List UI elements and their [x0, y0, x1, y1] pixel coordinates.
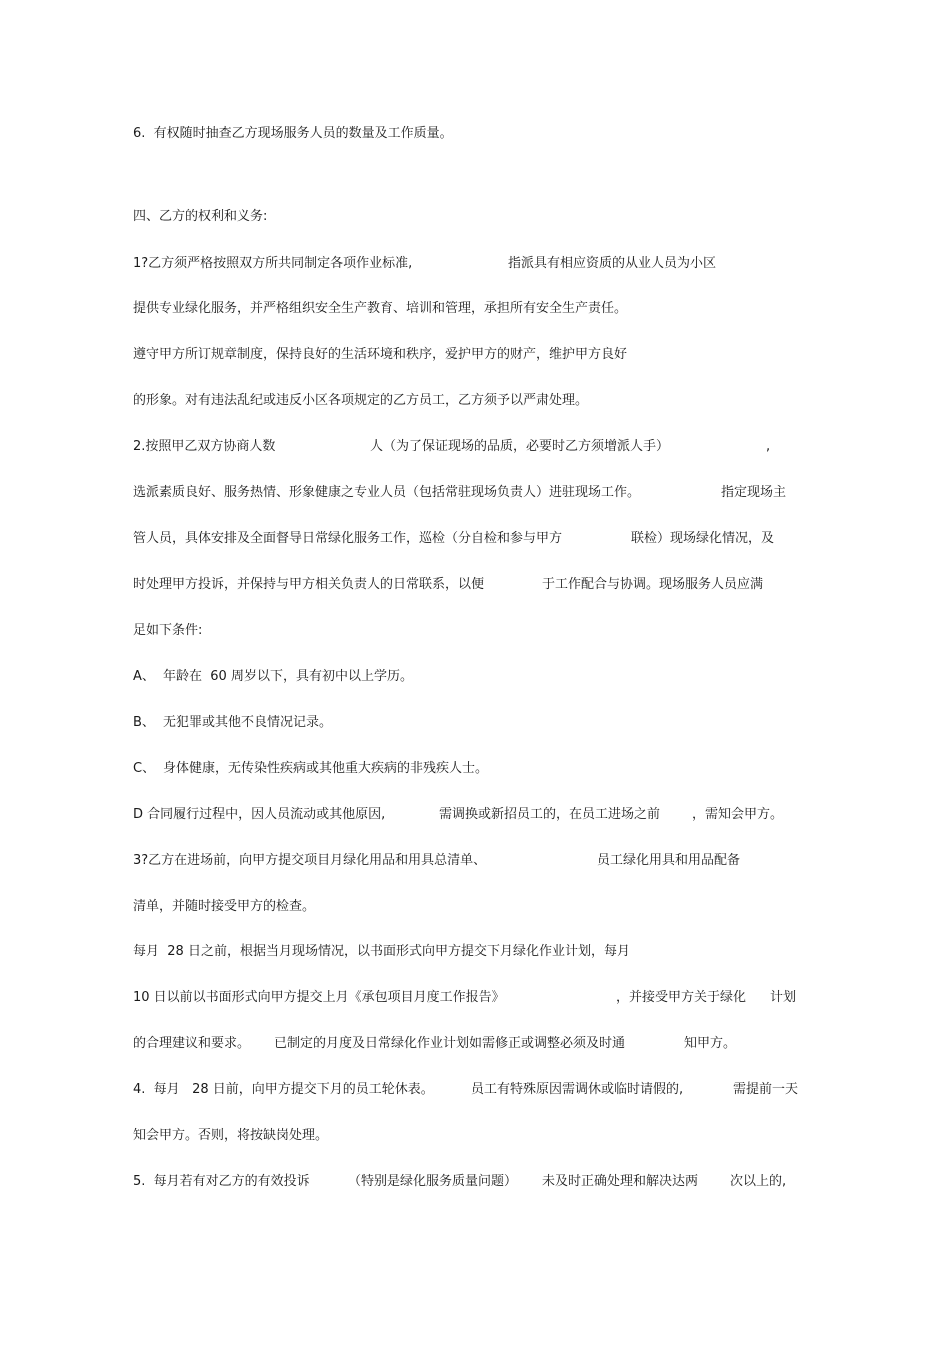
text-segment: 5. 每月若有对乙方的有效投诉: [133, 1174, 310, 1189]
text-segment: 四、乙方的权利和义务:: [133, 209, 268, 224]
text-segment: 联检）现场绿化情况，及: [631, 531, 775, 546]
list-marker: B、: [133, 715, 155, 730]
text-segment: 已制定的月度及日常绿化作业计划如需修正或调整必须及时通: [274, 1036, 626, 1051]
text-segment: 2.按照甲乙双方协商人数: [133, 439, 276, 454]
clause-1-line-4: [133, 392, 589, 410]
text-segment: 清单，并随时接受甲方的检查。: [133, 899, 316, 914]
text-segment: 4. 每月 28 日前，向甲方提交下月的员工轮休表。: [133, 1082, 434, 1097]
clause-3-line-1: [133, 852, 741, 870]
clause-1-line-1: [133, 255, 717, 273]
clause-6-line: [133, 125, 453, 143]
clause-4-line-1: [133, 1081, 799, 1099]
text-segment: 指定现场主: [721, 485, 787, 500]
text-segment: 3?乙方在进场前，向甲方提交项目月绿化用品和用具总清单、: [133, 853, 487, 868]
clause-2-line-1: [133, 438, 771, 456]
clause-2-line-3: [133, 530, 775, 548]
condition-c: [133, 760, 489, 778]
text-segment: 1?乙方须严格按照双方所共同制定各项作业标准,: [133, 256, 413, 271]
text-segment: D 合同履行过程中，因人员流动或其他原因,: [133, 807, 386, 822]
clause-2-line-4: [133, 576, 764, 594]
text-segment: 6. 有权随时抽查乙方现场服务人员的数量及工作质量。: [133, 126, 453, 141]
condition-b: [133, 714, 333, 732]
clause-1-line-3: [133, 346, 628, 364]
text-segment: 的形象。对有违法乱纪或违反小区各项规定的乙方员工，乙方须予以严肃处理。: [133, 393, 589, 408]
text-segment: （特别是绿化服务质量问题）: [348, 1174, 518, 1189]
list-marker: A、: [133, 669, 155, 684]
text-segment: 知甲方。: [684, 1036, 737, 1051]
text-segment: 人（为了保证现场的品质，必要时乙方须增派人手）: [370, 439, 670, 454]
text-segment: 无犯罪或其他不良情况记录。: [163, 715, 333, 730]
text-segment: 需调换或新招员工的，在员工进场之前: [439, 807, 661, 822]
list-marker: C、: [133, 761, 156, 776]
condition-d: [133, 806, 784, 824]
text-segment: 遵守甲方所订规章制度，保持良好的生活环境和秩序，爱护甲方的财产，维护甲方良好: [133, 347, 628, 362]
clause-4-line-2: [133, 1127, 329, 1145]
text-segment: 次以上的,: [730, 1174, 787, 1189]
clause-3-line-5: [133, 1035, 737, 1053]
text-segment: ,: [766, 439, 771, 454]
clause-5-line-1: [133, 1173, 787, 1191]
text-segment: 知会甲方。否则，将按缺岗处理。: [133, 1128, 329, 1143]
text-segment: 计划: [770, 990, 797, 1005]
text-segment: 于工作配合与协调。现场服务人员应满: [542, 577, 764, 592]
text-segment: 提供专业绿化服务，并严格组织安全生产教育、培训和管理，承担所有安全生产责任。: [133, 301, 628, 316]
text-segment: 10 日以前以书面形式向甲方提交上月《承包项目月度工作报告》: [133, 990, 505, 1005]
text-segment: 员工绿化用具和用品配备: [597, 853, 741, 868]
clause-3-line-3: [133, 943, 630, 961]
text-segment: ，需知会甲方。: [692, 807, 784, 822]
text-segment: 选派素质良好、服务热情、形象健康之专业人员（包括常驻现场负责人）进驻现场工作。: [133, 485, 641, 500]
text-segment: 足如下条件:: [133, 623, 203, 638]
text-segment: 指派具有相应资质的从业人员为小区: [508, 256, 717, 271]
clause-3-line-4: [133, 989, 797, 1007]
text-segment: 时处理甲方投诉，并保持与甲方相关负责人的日常联系，以便: [133, 577, 485, 592]
section-heading: [133, 208, 268, 226]
text-segment: 员工有特殊原因需调休或临时请假的,: [471, 1082, 684, 1097]
text-segment: 未及时正确处理和解决达两: [542, 1174, 699, 1189]
text-segment: 的合理建议和要求。: [133, 1036, 251, 1051]
text-segment: 需提前一天: [733, 1082, 799, 1097]
condition-a: [133, 668, 413, 686]
text-segment: ，并接受甲方关于绿化: [616, 990, 747, 1005]
clause-1-line-2: [133, 300, 628, 318]
text-segment: 管人员，具体安排及全面督导日常绿化服务工作，巡检（分自检和参与甲方: [133, 531, 563, 546]
clause-2-line-5: [133, 622, 203, 640]
clause-2-line-2: [133, 484, 787, 502]
clause-3-line-2: [133, 898, 316, 916]
text-segment: 年龄在 60 周岁以下，具有初中以上学历。: [163, 669, 413, 684]
text-segment: 每月 28 日之前，根据当月现场情况，以书面形式向甲方提交下月绿化作业计划，每月: [133, 944, 630, 959]
text-segment: 身体健康，无传染性疾病或其他重大疾病的非残疾人士。: [163, 761, 489, 776]
